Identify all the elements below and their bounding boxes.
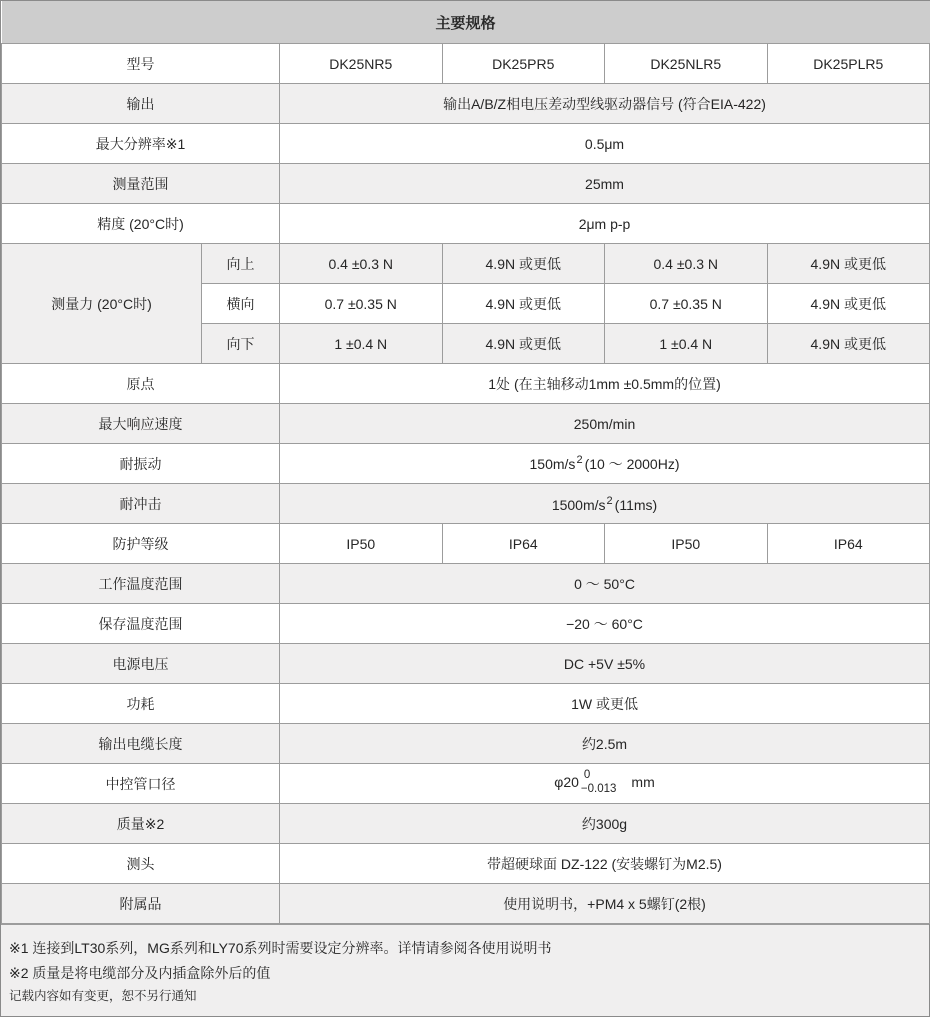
row-output: [2, 84, 930, 124]
protection-cell: IP50: [280, 524, 443, 564]
row-shock-resistance: [2, 484, 930, 524]
row-max-response-speed: [2, 404, 930, 444]
row-model: [2, 44, 930, 84]
storage-temp-value: −20 ～ 60°C: [280, 604, 930, 644]
footnotes: [1, 924, 929, 1016]
cable-length-value: 约2.5m: [280, 724, 930, 764]
mass-value: 约300g: [280, 804, 930, 844]
tolerance-lower: −0.013: [580, 782, 617, 795]
spec-table: [1, 1, 930, 924]
footnote-1: ※1 连接到LT30系列，MG系列和LY70系列时需要设定分辨率。详情请参阅各使用说明书: [9, 940, 552, 956]
model-cell: DK25NR5: [280, 44, 443, 84]
row-label-origin: 原点: [2, 364, 280, 404]
force-value: 4.9N 或更低: [442, 284, 605, 324]
force-value: 0.4 ±0.3 N: [280, 244, 443, 284]
measuring-range-value: 25mm: [280, 164, 930, 204]
protection-cell: IP64: [767, 524, 930, 564]
force-value: 0.7 ±0.35 N: [280, 284, 443, 324]
accessories-value: 使用说明书，+PM4 x 5螺钉(2根): [280, 884, 930, 924]
accuracy-value: 2μm p-p: [280, 204, 930, 244]
row-label-probe: 测头: [2, 844, 280, 884]
row-label-accessories: 附属品: [2, 884, 280, 924]
force-value: 4.9N 或更低: [767, 244, 930, 284]
footnote-disclaimer: 记载内容如有变更，恕不另行通知: [9, 989, 197, 1003]
vibration-exponent: 2: [576, 453, 583, 466]
row-label-operating-temp: 工作温度范围: [2, 564, 280, 604]
stem-diameter-unit: mm: [631, 774, 655, 791]
force-value: 0.4 ±0.3 N: [605, 244, 768, 284]
row-operating-temp: [2, 564, 930, 604]
model-cell: DK25PR5: [442, 44, 605, 84]
stem-diameter-value: [280, 764, 930, 804]
row-protection: [2, 524, 930, 564]
stem-diameter-base: φ20: [554, 774, 579, 791]
shock-base: 1500m/s: [551, 496, 606, 513]
table-header-row: [2, 1, 930, 44]
row-power-consumption: [2, 684, 930, 724]
row-cable-length: [2, 724, 930, 764]
protection-cell: IP50: [605, 524, 768, 564]
row-label-stem-diameter: 中控管口径: [2, 764, 280, 804]
force-direction-down: 向下: [202, 324, 280, 364]
row-label-max-resolution: 最大分辨率※1: [2, 124, 280, 164]
row-label-max-response-speed: 最大响应速度: [2, 404, 280, 444]
force-value: 1 ±0.4 N: [605, 324, 768, 364]
row-label-mass: 质量※2: [2, 804, 280, 844]
row-accuracy: [2, 204, 930, 244]
row-label-measuring-force: 测量力 (20°C时): [2, 244, 202, 364]
row-label-shock-resistance: 耐冲击: [2, 484, 280, 524]
row-label-model: 型号: [2, 44, 280, 84]
row-label-storage-temp: 保存温度范围: [2, 604, 280, 644]
footnote-2: ※2 质量是将电缆部分及内插盒除外后的值: [9, 964, 271, 981]
power-consumption-value: 1W 或更低: [280, 684, 930, 724]
table-title: 主要规格: [2, 1, 930, 44]
origin-value: 1处 (在主轴移动1mm ±0.5mm的位置): [280, 364, 930, 404]
row-accessories: [2, 884, 930, 924]
row-probe: [2, 844, 930, 884]
row-force-up: [2, 244, 930, 284]
row-mass: [2, 804, 930, 844]
row-label-protection: 防护等级: [2, 524, 280, 564]
force-direction-lateral: 横向: [202, 284, 280, 324]
model-cell: DK25NLR5: [605, 44, 768, 84]
row-max-resolution: [2, 124, 930, 164]
force-value: 4.9N 或更低: [442, 324, 605, 364]
row-label-measuring-range: 测量范围: [2, 164, 280, 204]
force-value: 4.9N 或更低: [442, 244, 605, 284]
row-label-cable-length: 输出电缆长度: [2, 724, 280, 764]
stem-diameter-tolerance: [581, 769, 617, 795]
probe-value: 带超硬球面 DZ-122 (安装螺钉为M2.5): [280, 844, 930, 884]
model-cell: DK25PLR5: [767, 44, 930, 84]
force-value: 1 ±0.4 N: [280, 324, 443, 364]
row-stem-diameter: [2, 764, 930, 804]
shock-duration: (11ms): [614, 496, 658, 513]
tolerance-upper: 0: [583, 769, 591, 782]
row-label-accuracy: 精度 (20°C时): [2, 204, 280, 244]
row-label-power-consumption: 功耗: [2, 684, 280, 724]
row-storage-temp: [2, 604, 930, 644]
operating-temp-value: 0 ～ 50°C: [280, 564, 930, 604]
row-label-output: 输出: [2, 84, 280, 124]
force-value: 0.7 ±0.35 N: [605, 284, 768, 324]
row-origin: [2, 364, 930, 404]
row-label-supply-voltage: 电源电压: [2, 644, 280, 684]
supply-voltage-value: DC +5V ±5%: [280, 644, 930, 684]
row-vibration-resistance: [2, 444, 930, 484]
force-value: 4.9N 或更低: [767, 284, 930, 324]
force-value: 4.9N 或更低: [767, 324, 930, 364]
max-resolution-value: 0.5μm: [280, 124, 930, 164]
protection-cell: IP64: [442, 524, 605, 564]
row-measuring-range: [2, 164, 930, 204]
vibration-range: (10 ～ 2000Hz): [584, 455, 680, 472]
row-label-vibration-resistance: 耐振动: [2, 444, 280, 484]
shock-resistance-value: [280, 484, 930, 524]
shock-exponent: 2: [606, 494, 613, 507]
max-response-speed-value: 250m/min: [280, 404, 930, 444]
row-supply-voltage: [2, 644, 930, 684]
vibration-base: 150m/s: [529, 455, 576, 472]
force-direction-up: 向上: [202, 244, 280, 284]
vibration-resistance-value: [280, 444, 930, 484]
output-value: 输出A/B/Z相电压差动型线驱动器信号 (符合EIA-422): [280, 84, 930, 124]
